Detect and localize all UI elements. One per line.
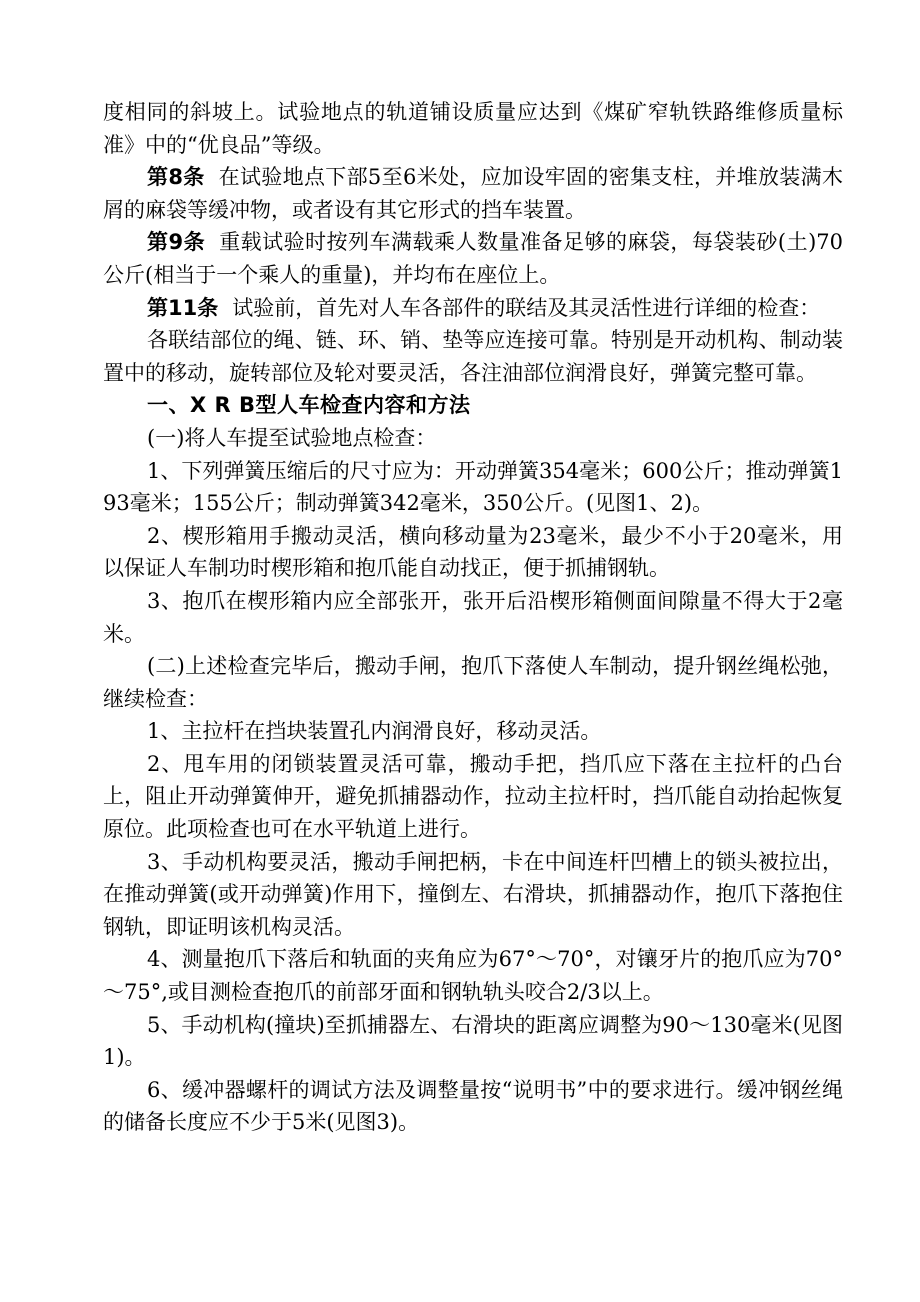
paragraph-text: 2、甩车用的闭锁装置灵活可靠，搬动手把，挡爪应下落在主拉杆的凸台上，阻止开动弹簧伸开，避免抓捕器动作，拉动主拉杆时，挡爪能自动抬起恢复原位。此项检查也可在水平轨道上进行。 — [103, 751, 843, 842]
subsection-heading — [103, 422, 843, 455]
list-item — [103, 748, 843, 846]
list-item — [103, 943, 843, 1008]
paragraph-text: 度相同的斜坡上。试验地点的轨道铺设质量应达到《煤矿窄轨铁路维修质量标准》中的“优良品”等级。 — [103, 100, 843, 157]
list-item — [103, 846, 843, 944]
list-item — [103, 1009, 843, 1074]
paragraph-text: 各联结部位的绳、链、环、销、垫等应连接可靠。特别是开动机构、制动装置中的移动，旋转部位及轮对要灵活，各注油部位润滑良好，弹簧完整可靠。 — [103, 328, 843, 385]
article-label: 第8条 — [147, 165, 205, 190]
paragraph-text: 1、下列弹簧压缩后的尺寸应为：开动弹簧354毫米；600公斤；推动弹簧193毫米；155公斤；制动弹簧342毫米，350公斤。(见图1、2)。 — [103, 458, 843, 516]
paragraph-text: 5、手动机构(撞块)至抓捕器左、右滑块的距离应调整为90～130毫米(见图1)。 — [103, 1012, 843, 1070]
article-text: 试验前，首先对人车各部件的联结及其灵活性进行详细的检查： — [232, 295, 821, 320]
paragraph-text: 6、缓冲器螺杆的调试方法及调整量按“说明书”中的要求进行。缓冲钢丝绳的储备长度应不少于5米(见图3)。 — [103, 1077, 843, 1135]
list-item — [103, 455, 843, 520]
article-9 — [103, 226, 843, 291]
list-item — [103, 1074, 843, 1139]
section-heading — [103, 389, 843, 422]
paragraph-text: 4、测量抱爪下落后和轨面的夹角应为67°～70°，对镶牙片的抱爪应为70°～75°,或目测检查抱爪的前部牙面和钢轨轨头咬合2/3以上。 — [103, 947, 843, 1005]
paragraph-text: 2、楔形箱用手搬动灵活，横向移动量为23毫米，最少不小于20毫米，用以保证人车制功时楔形箱和抱爪能自动找正，便于抓捕钢轨。 — [103, 523, 843, 581]
heading-text: 一、X R B型人车检查内容和方法 — [147, 393, 471, 418]
subsection-heading — [103, 650, 843, 715]
paragraph — [103, 324, 843, 389]
list-item — [103, 520, 843, 585]
article-11 — [103, 292, 843, 325]
article-8 — [103, 161, 843, 226]
list-item — [103, 585, 843, 650]
paragraph-text: 1、主拉杆在挡块装置孔内润滑良好，移动灵活。 — [147, 719, 602, 744]
article-text: 重载试验时按列车满载乘人数量准备足够的麻袋，每袋装砂(土)70公斤(相当于一个乘人的重量)，并均布在座位上。 — [103, 230, 843, 287]
paragraph-text: (二)上述检查完毕后，搬动手闸，抱爪下落使人车制动，提升钢丝绳松弛，继续检查： — [103, 654, 843, 711]
list-item — [103, 715, 843, 748]
article-label: 第11条 — [147, 295, 219, 320]
paragraph-text: 3、抱爪在楔形箱内应全部张开，张开后沿楔形箱侧面间隙量不得大于2毫米。 — [103, 588, 843, 646]
paragraph-text: 3、手动机构要灵活，搬动手闸把柄，卡在中间连杆凹槽上的锁头被拉出，在推动弹簧(或开动弹簧)作用下，撞倒左、右滑块，抓捕器动作，抱爪下落抱住钢轨，即证明该机构灵活。 — [103, 849, 843, 939]
article-text: 在试验地点下部5至6米处，应加设牢固的密集支柱，并堆放装满木屑的麻袋等缓冲物，或者设有其它形式的挡车装置。 — [103, 165, 843, 222]
article-label: 第9条 — [147, 230, 206, 255]
document-body — [103, 96, 843, 1139]
paragraph-text: (一)将人车提至试验地点检查： — [147, 425, 437, 450]
paragraph-continuation — [103, 96, 843, 161]
